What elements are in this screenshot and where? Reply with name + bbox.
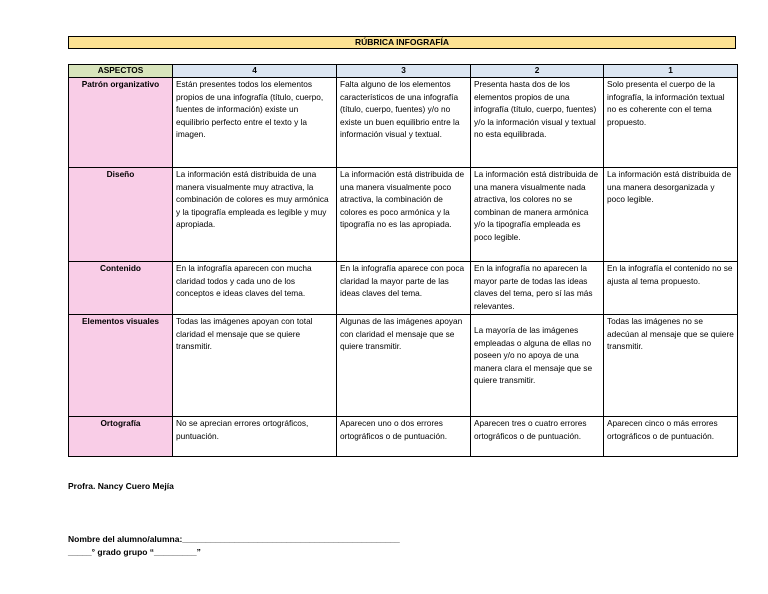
aspect-label: Diseño xyxy=(69,168,173,262)
criterion-cell: Aparecen uno o dos errores ortográficos o de puntuación. xyxy=(337,417,471,457)
table-row xyxy=(69,78,738,168)
aspect-label: Contenido xyxy=(69,262,173,315)
criterion-cell: Presenta hasta dos de los elementos propios de una infografía (título, cuerpo, fuentes) y/o la información visual y textual no esta equilibrada. xyxy=(471,78,604,168)
teacher-name: Profra. Nancy Cuero Mejía xyxy=(68,481,174,491)
criterion-cell: La información está distribuida de una manera visualmente poco atractiva, la combinación de colores es poco armónica y la tipografía no es las apropiada. xyxy=(337,168,471,262)
rubric-title: RÚBRICA INFOGRAFÍA xyxy=(68,36,736,49)
header-score-3: 3 xyxy=(337,65,471,78)
header-score-2: 2 xyxy=(471,65,604,78)
criterion-cell: Algunas de las imágenes apoyan con claridad el mensaje que se quiere transmitir. xyxy=(337,315,471,417)
criterion-cell: En la infografía aparecen con mucha claridad todos y cada uno de los conceptos e ideas claves del tema. xyxy=(173,262,337,315)
criterion-cell: La información está distribuida de una manera desorganizada y poco legible. xyxy=(604,168,738,262)
criterion-cell: Aparecen cinco o más errores ortográficos o de puntuación. xyxy=(604,417,738,457)
header-row xyxy=(69,65,738,78)
criterion-cell: La información está distribuida de una manera visualmente nada atractiva, los colores no se combinan de manera armónica y/o la tipografía empleada es poco legible. xyxy=(471,168,604,262)
criterion-cell: Solo presenta el cuerpo de la infografía, la información textual no es coherente con el tema propuesto. xyxy=(604,78,738,168)
table-row xyxy=(69,262,738,315)
table-row xyxy=(69,315,738,417)
aspect-label: Ortografía xyxy=(69,417,173,457)
aspect-label: Patrón organizativo xyxy=(69,78,173,168)
rubric-table xyxy=(68,64,738,457)
criterion-cell: La información está distribuida de una manera visualmente muy atractiva, la combinación de colores es muy armónica y la tipografía empleada es legible y muy apropiada. xyxy=(173,168,337,262)
criterion-cell: En la infografía el contenido no se ajusta al tema propuesto. xyxy=(604,262,738,315)
grade-group-line[interactable]: _____° grado grupo “_________” xyxy=(68,547,201,557)
criterion-cell: Aparecen tres o cuatro errores ortográficos o de puntuación. xyxy=(471,417,604,457)
criterion-cell: No se aprecian errores ortográficos, puntuación. xyxy=(173,417,337,457)
table-row xyxy=(69,168,738,262)
student-name-line[interactable]: Nombre del alumno/alumna:______________________________________________ xyxy=(68,534,400,544)
criterion-cell: La mayoría de las imágenes empleadas o alguna de ellas no poseen y/o no apoya de una manera clara el mensaje que se quiere transmitir. xyxy=(471,315,604,417)
criterion-cell: En la infografía no aparecen la mayor parte de todas las ideas claves del tema, pero sí las más relevantes. xyxy=(471,262,604,315)
criterion-cell: Están presentes todos los elementos propios de una infografía (título, cuerpo, fuentes de información) existe un equilibrio perfecto entre el texto y la imagen. xyxy=(173,78,337,168)
header-aspects: ASPECTOS xyxy=(69,65,173,78)
header-score-1: 1 xyxy=(604,65,738,78)
table-row xyxy=(69,417,738,457)
criterion-cell: En la infografía aparece con poca claridad la mayor parte de las ideas claves del tema. xyxy=(337,262,471,315)
criterion-cell: Todas las imágenes apoyan con total claridad el mensaje que se quiere transmitir. xyxy=(173,315,337,417)
criterion-cell: Falta alguno de los elementos característicos de una infografía (título, cuerpo, fuentes) y/o no existe un buen equilibrio entre la información visual y textual. xyxy=(337,78,471,168)
aspect-label: Elementos visuales xyxy=(69,315,173,417)
header-score-4: 4 xyxy=(173,65,337,78)
criterion-cell: Todas las imágenes no se adecúan al mensaje que se quiere transmitir. xyxy=(604,315,738,417)
